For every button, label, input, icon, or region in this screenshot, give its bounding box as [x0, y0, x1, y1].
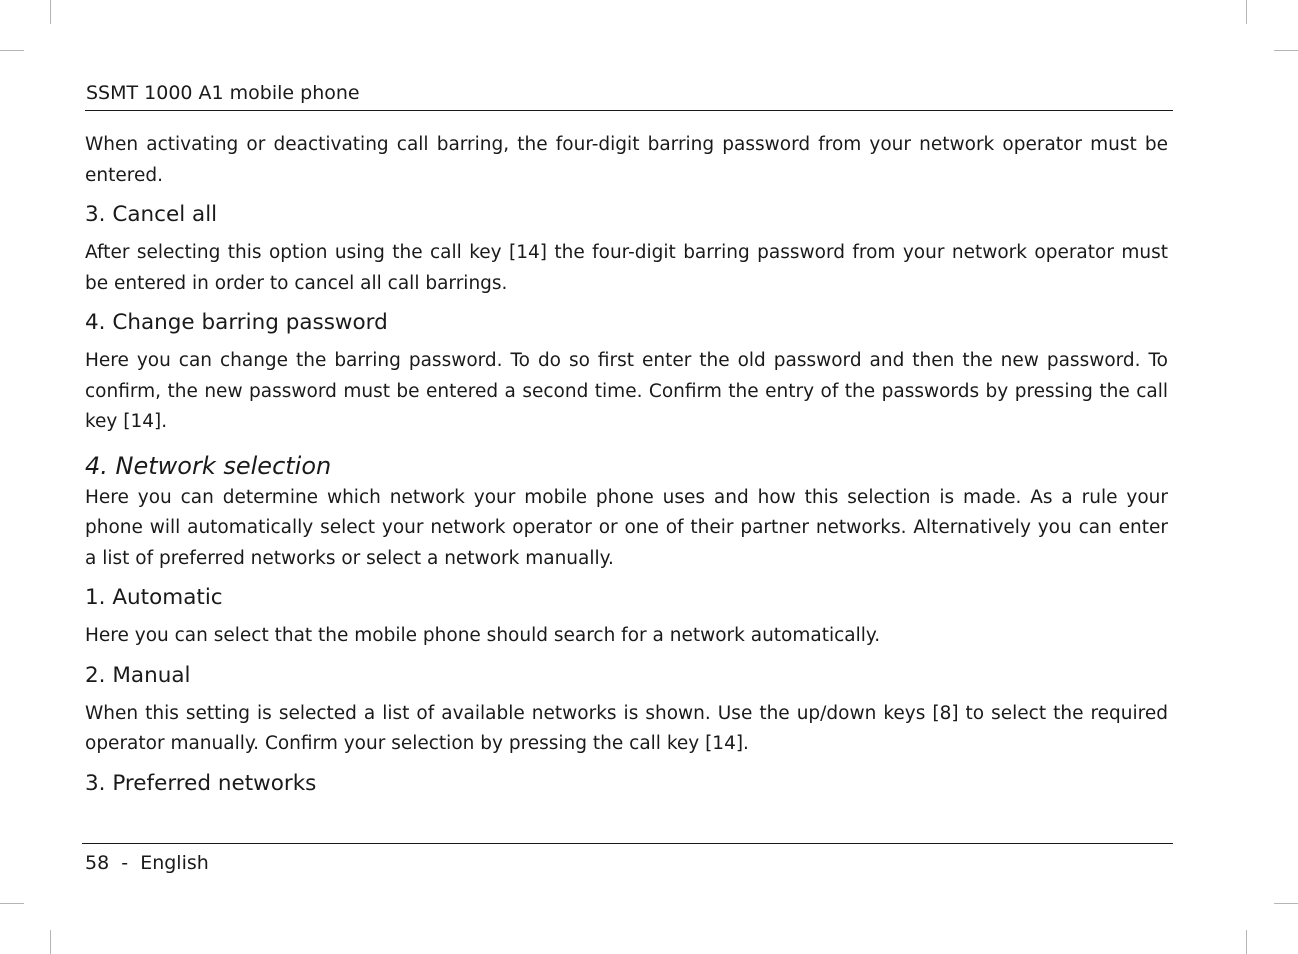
crop-mark: [0, 903, 24, 904]
cancel-all-paragraph: After selecting this option using the call key [14] the four-digit barring password from your network operator must be entered in order to cancel all call barrings.: [85, 242, 1168, 294]
crop-mark: [1246, 0, 1247, 24]
section-heading-network-selection: 4. Network selection: [85, 451, 332, 480]
subheading-automatic: 1. Automatic: [85, 585, 223, 610]
crop-mark: [1274, 50, 1298, 51]
subheading-preferred-networks: 3. Preferred networks: [85, 770, 317, 796]
header-title: SSMT 1000 A1 mobile phone: [86, 82, 360, 104]
crop-mark: [1246, 930, 1247, 954]
manual-paragraph: When this setting is selected a list of available networks is shown. Use the up/down keys [8] to select the required operator manually. Confirm your selection by pressing the call key [14].: [85, 702, 1168, 754]
intro-paragraph: When activating or deactivating call barring, the four-digit barring password from your network operator must be entered.: [85, 134, 1168, 186]
crop-mark: [1274, 903, 1298, 904]
subheading-change-password: 4. Change barring password: [85, 310, 388, 335]
page-header: [85, 80, 1173, 111]
subheading-cancel-all: 3. Cancel all: [85, 202, 218, 227]
crop-mark: [50, 930, 51, 954]
subheading-manual: 2. Manual: [85, 662, 191, 688]
automatic-paragraph: Here you can select that the mobile phone should search for a network automatically.: [85, 625, 881, 646]
crop-mark: [0, 50, 24, 51]
network-selection-paragraph: Here you can determine which network your mobile phone uses and how this selection is made. As a rule your phone will automatically select your network operator or one of their partner networks. Alternatively you can enter a list of preferred networks or select a network manually.: [85, 486, 1168, 569]
crop-mark: [50, 0, 51, 24]
page-number: 58 - English: [85, 852, 209, 874]
page-content: [85, 130, 1168, 807]
change-password-paragraph: Here you can change the barring password. To do so first enter the old password and then the new password. To confirm, the new password must be entered a second time. Confirm the entry of the passwords by pressing the call key [14].: [85, 350, 1168, 432]
page-footer: [82, 843, 1173, 874]
